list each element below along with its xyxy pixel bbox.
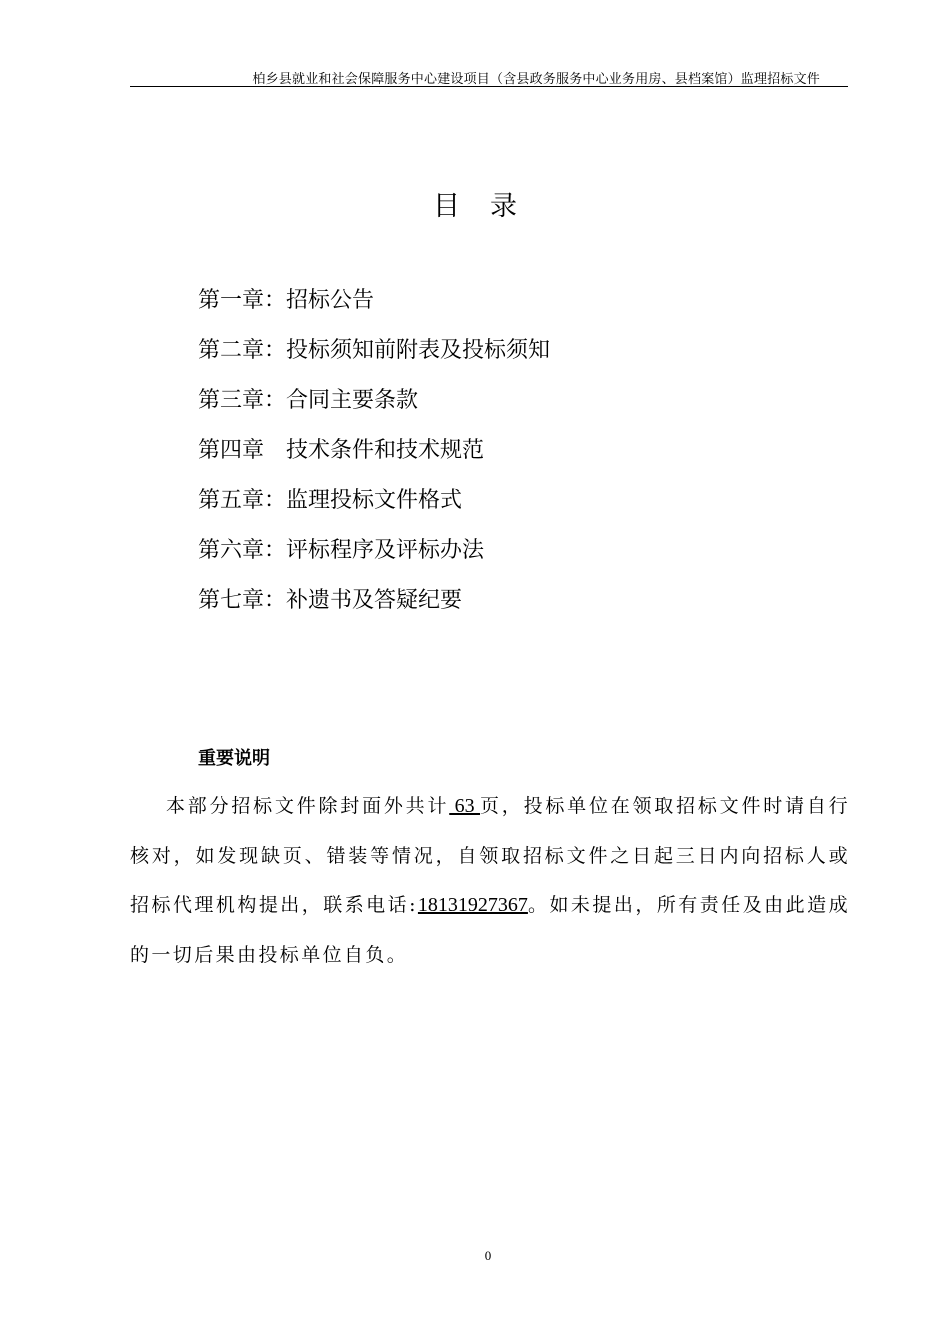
- notice-text-2: 页，投标单位在领取招标文件时请自行核对，如发现缺页、错装等情况，自领取招标文件之日起三日内向招标人或招标代理机构提出，联系电话:: [130, 795, 851, 916]
- toc-item-chapter-4: 第四章 技术条件和技术规范: [198, 438, 485, 463]
- toc-item-chapter-2: 第二章：投标须知前附表及投标须知: [198, 338, 551, 363]
- toc-item-chapter-3: 第三章：合同主要条款: [198, 388, 419, 413]
- notice-text-3: 。如未提出，所有责任及由此造成的一切后果由投标单位自负。: [130, 894, 850, 966]
- header-divider: [130, 86, 848, 87]
- toc-item-chapter-5: 第五章：监理投标文件格式: [198, 488, 463, 513]
- notice-body: [130, 782, 850, 980]
- document-header: 柏乡县就业和社会保障服务中心建设项目（含县政务服务中心业务用房、县档案馆）监理招标文件: [252, 72, 820, 87]
- toc-item-chapter-1: 第一章：招标公告: [198, 288, 375, 313]
- notice-title: 重要说明: [198, 748, 270, 769]
- notice-text-1: 本部分招标文件除封面外共计: [166, 795, 450, 817]
- contact-phone: 18131927367: [417, 894, 528, 916]
- toc-title: 目录: [433, 191, 547, 222]
- toc-item-chapter-6: 第六章：评标程序及评标办法: [198, 538, 485, 563]
- toc-list: [198, 284, 550, 634]
- page-count: 63: [449, 795, 481, 817]
- toc-item-chapter-7: 第七章：补遗书及答疑纪要: [198, 588, 463, 613]
- page-number: 0: [484, 1248, 492, 1263]
